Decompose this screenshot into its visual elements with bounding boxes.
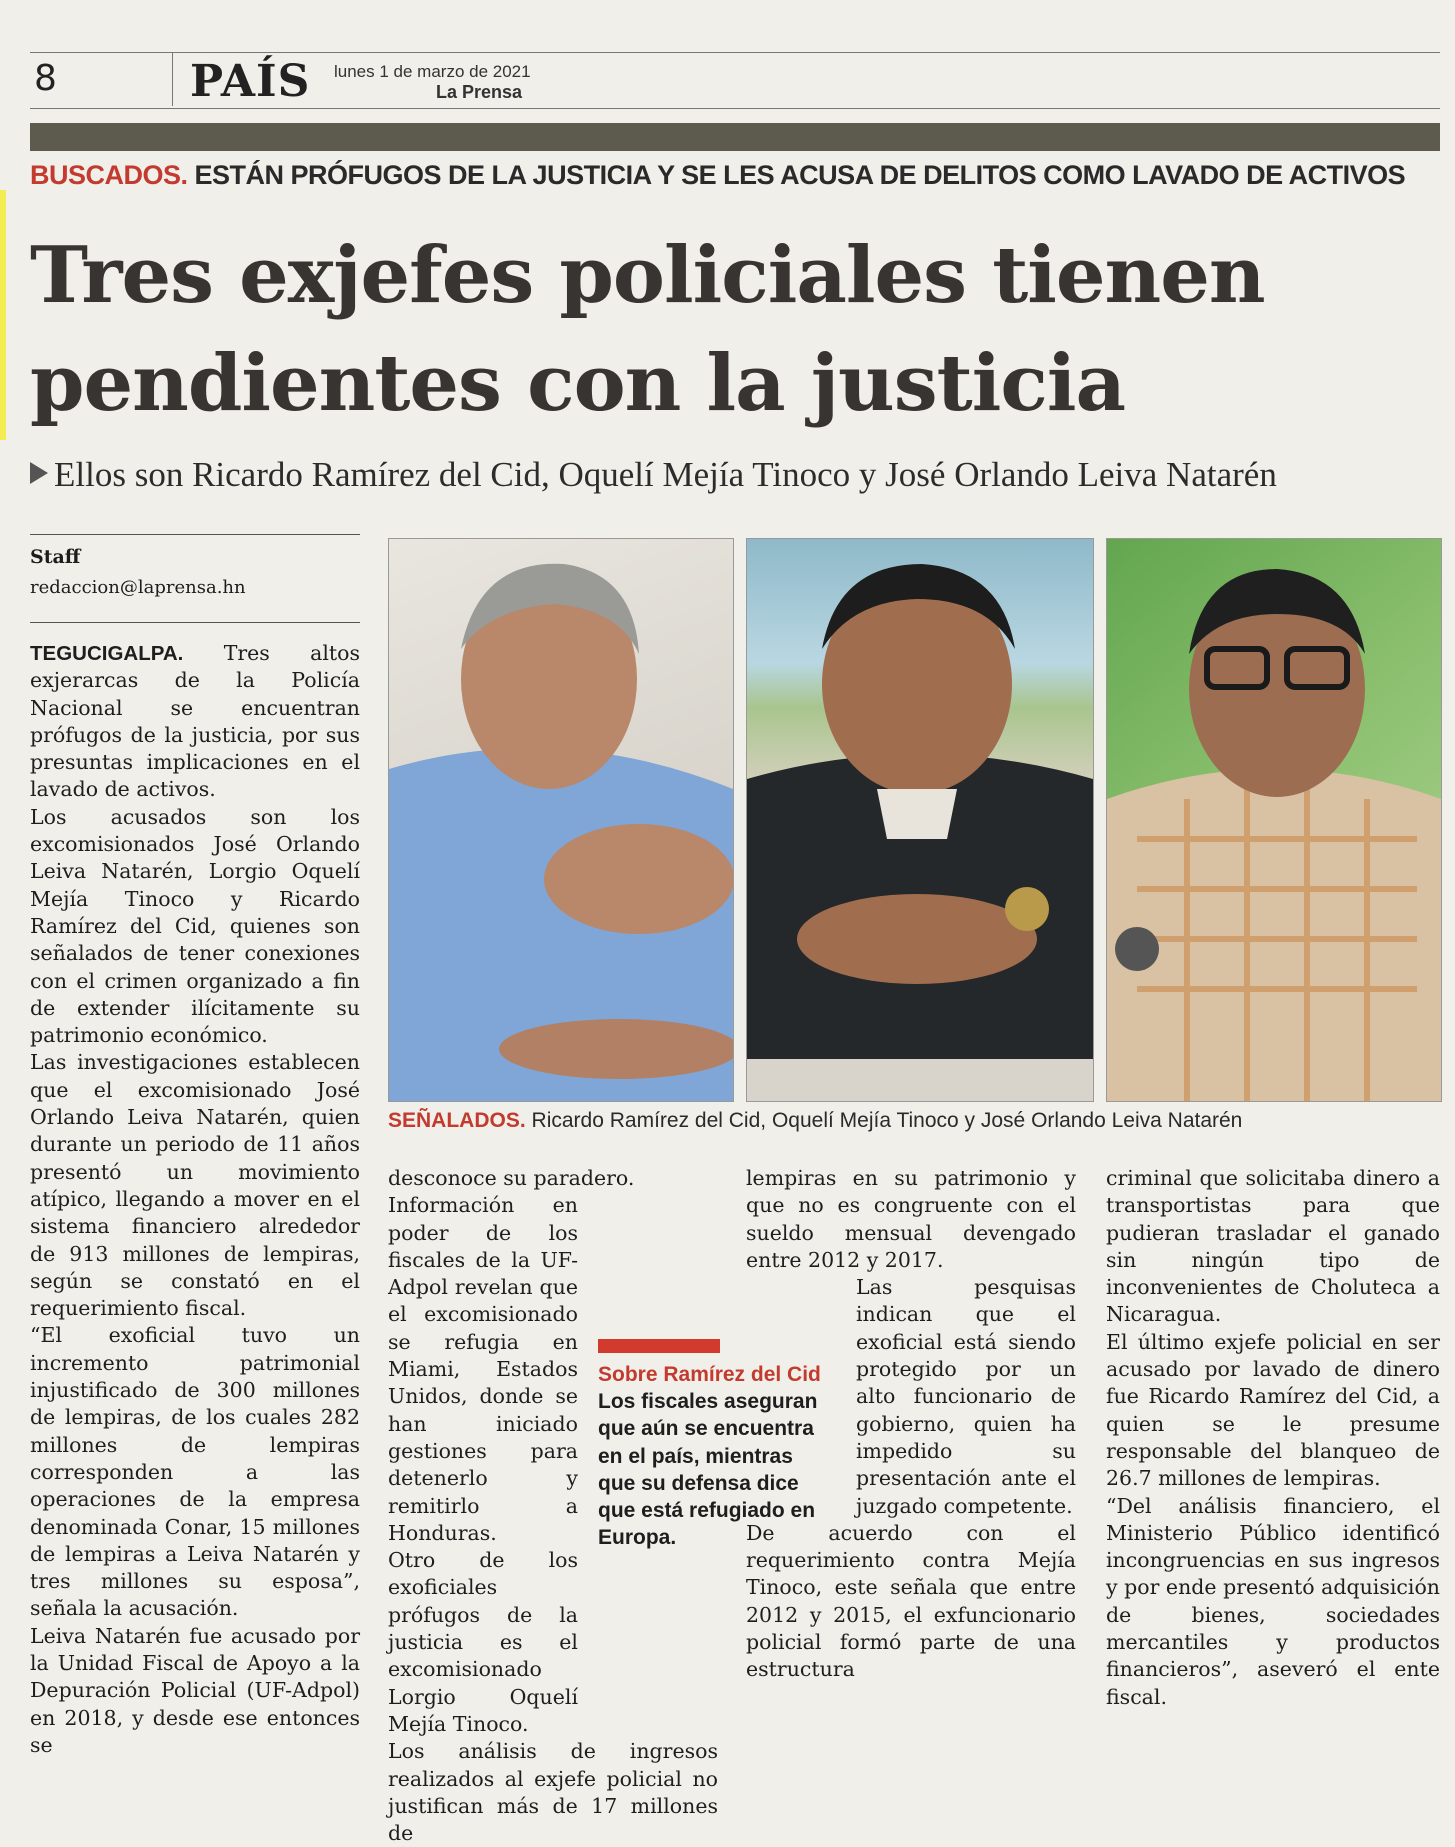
paragraph: Las investigaciones establecen que el excomisionado José Orlando Leiva Natarén, quien durante un periodo de 11 años presentó un movimiento atípico, llegando a mover en el sistema financiero alrededor de 913 millones de lempiras, según se constató en el requerimiento fiscal. <box>30 1050 360 1321</box>
kicker-text: ESTÁN PRÓFUGOS DE LA JUSTICIA Y SE LES ACUSA DE DELITOS COMO LAVADO DE ACTIVOS <box>194 160 1406 190</box>
masthead-divider <box>172 52 173 106</box>
header-band <box>30 123 1440 151</box>
caption-text: Ricardo Ramírez del Cid, Oquelí Mejía Tinoco y José Orlando Leiva Natarén <box>531 1109 1243 1132</box>
byline-email[interactable]: redaccion@laprensa.hn <box>30 577 246 598</box>
byline-author: Staff <box>30 546 81 568</box>
page-number: 8 <box>34 58 57 99</box>
headline: Tres exjefes policiales tienen pendientes con la justicia <box>30 230 1265 429</box>
issue-date: lunes 1 de marzo de 2021 <box>334 62 531 81</box>
masthead-top-rule <box>30 52 1440 53</box>
portrait-illustration <box>1107 539 1441 1101</box>
paragraph: Los acusados son los excomisionados José Orlando Leiva Natarén, Lorgio Oquelí Mejía Tinoco y Ricardo Ramírez del Cid, quienes son señalados de tener conexiones con el crimen organizado a fin de extender ilícitamente su patrimonio económico. <box>30 804 360 1048</box>
byline-bottom-rule <box>30 622 360 623</box>
portrait-illustration <box>747 539 1093 1101</box>
paragraph: Otro de los exoficiales prófugos de la justicia es el excomisionado Lorgio Oquelí Mejía Tinoco. <box>388 1548 578 1736</box>
paragraph: “El exoficial tuvo un incremento patrimonial injustificado de 300 millones de lempiras, de los cuales 282 millones de lempiras corresponden a las operaciones de la empresa denominada Conar, 15 millones de lempiras a Leiva Natarén y tres millones su esposa”, señala la acusación. <box>30 1323 360 1621</box>
kicker <box>30 160 1405 191</box>
paragraph: TEGUCIGALPA. Tres altos exjerarcas de la Policía Nacional se encuentran prófugos de la justicia, por sus presuntas implicaciones en el lavado de activos. <box>30 641 360 802</box>
pull-quote-text: Los fiscales aseguran que aún se encuentra en el país, mientras que su defensa dice que está refugiado en Europa. <box>598 1390 818 1550</box>
photo-leiva-nataren <box>1106 538 1442 1102</box>
photo-ramirez-del-cid <box>388 538 734 1102</box>
article-column-1 <box>30 640 360 1759</box>
pull-quote <box>598 1339 826 1552</box>
deck <box>30 455 1277 495</box>
section-title: PAÍS <box>190 56 311 107</box>
triangle-bullet-icon <box>30 462 48 484</box>
paragraph: Leiva Natarén fue acusado por la Unidad Fiscal de Apoyo a la Depuración Policial (UF-Adpol) en 2018, y desde ese entonces se <box>30 1623 360 1757</box>
byline-top-rule <box>30 534 360 535</box>
caption-label: SEÑALADOS. <box>388 1109 526 1132</box>
paragraph: criminal que solicitaba dinero a transportistas para que pudieran trasladar el ganado sin ningún tipo de inconvenientes de Choluteca a Nicaragua. <box>1106 1166 1440 1327</box>
dateline: TEGUCIGALPA. <box>30 642 184 665</box>
pull-quote-bar <box>598 1339 720 1353</box>
highlighter-mark <box>0 190 6 440</box>
deck-text: Ellos son Ricardo Ramírez del Cid, Oquelí Mejía Tinoco y José Orlando Leiva Natarén <box>54 455 1277 494</box>
paragraph: “Del análisis financiero, el Ministerio Público identificó incongruencias en sus ingresos y por ende presentó adquisición de bienes, sociedades mercantiles y productos financieros”, aseveró el ente fiscal. <box>1106 1493 1440 1709</box>
masthead-bottom-rule <box>30 108 1440 109</box>
paper-name: La Prensa <box>436 82 523 102</box>
photo-caption <box>388 1109 1242 1133</box>
paragraph: lempiras en su patrimonio y que no es congruente con el sueldo mensual devengado entre 2012 y 2017. <box>746 1166 1076 1272</box>
photo-mejia-tinoco <box>746 538 1094 1102</box>
pull-quote-title: Sobre Ramírez del Cid <box>598 1363 821 1386</box>
paragraph: Información en poder de los fiscales de la UF-Adpol revelan que el excomisionado se refugia en Miami, Estados Unidos, donde se han iniciado gestiones para detenerlo y remitirlo a Honduras. <box>388 1193 578 1545</box>
paragraph: desconoce su paradero. <box>388 1166 635 1190</box>
paragraph: El último exjefe policial en ser acusado por lavado de dinero fue Ricardo Ramírez del Cid, a quien se le presume responsable del blanqueo de 26.7 millones de lempiras. <box>1106 1329 1440 1491</box>
paragraph: Los análisis de ingresos realizados al exjefe policial no justifican más de 17 millones de <box>388 1739 718 1846</box>
portrait-illustration <box>389 539 733 1101</box>
paragraph: De acuerdo con el requerimiento contra Mejía Tinoco, este señala que entre 2012 y 2015, el exfuncionario policial formó parte de una estructura <box>746 1520 1076 1682</box>
article-column-4 <box>1106 1165 1440 1711</box>
kicker-label: BUSCADOS. <box>30 160 188 190</box>
paragraph: Las pesquisas indican que el exoficial está siendo protegido por un alto funcionario de gobierno, quien ha impedido su presentación ante el juzgado competente. <box>856 1275 1076 1518</box>
